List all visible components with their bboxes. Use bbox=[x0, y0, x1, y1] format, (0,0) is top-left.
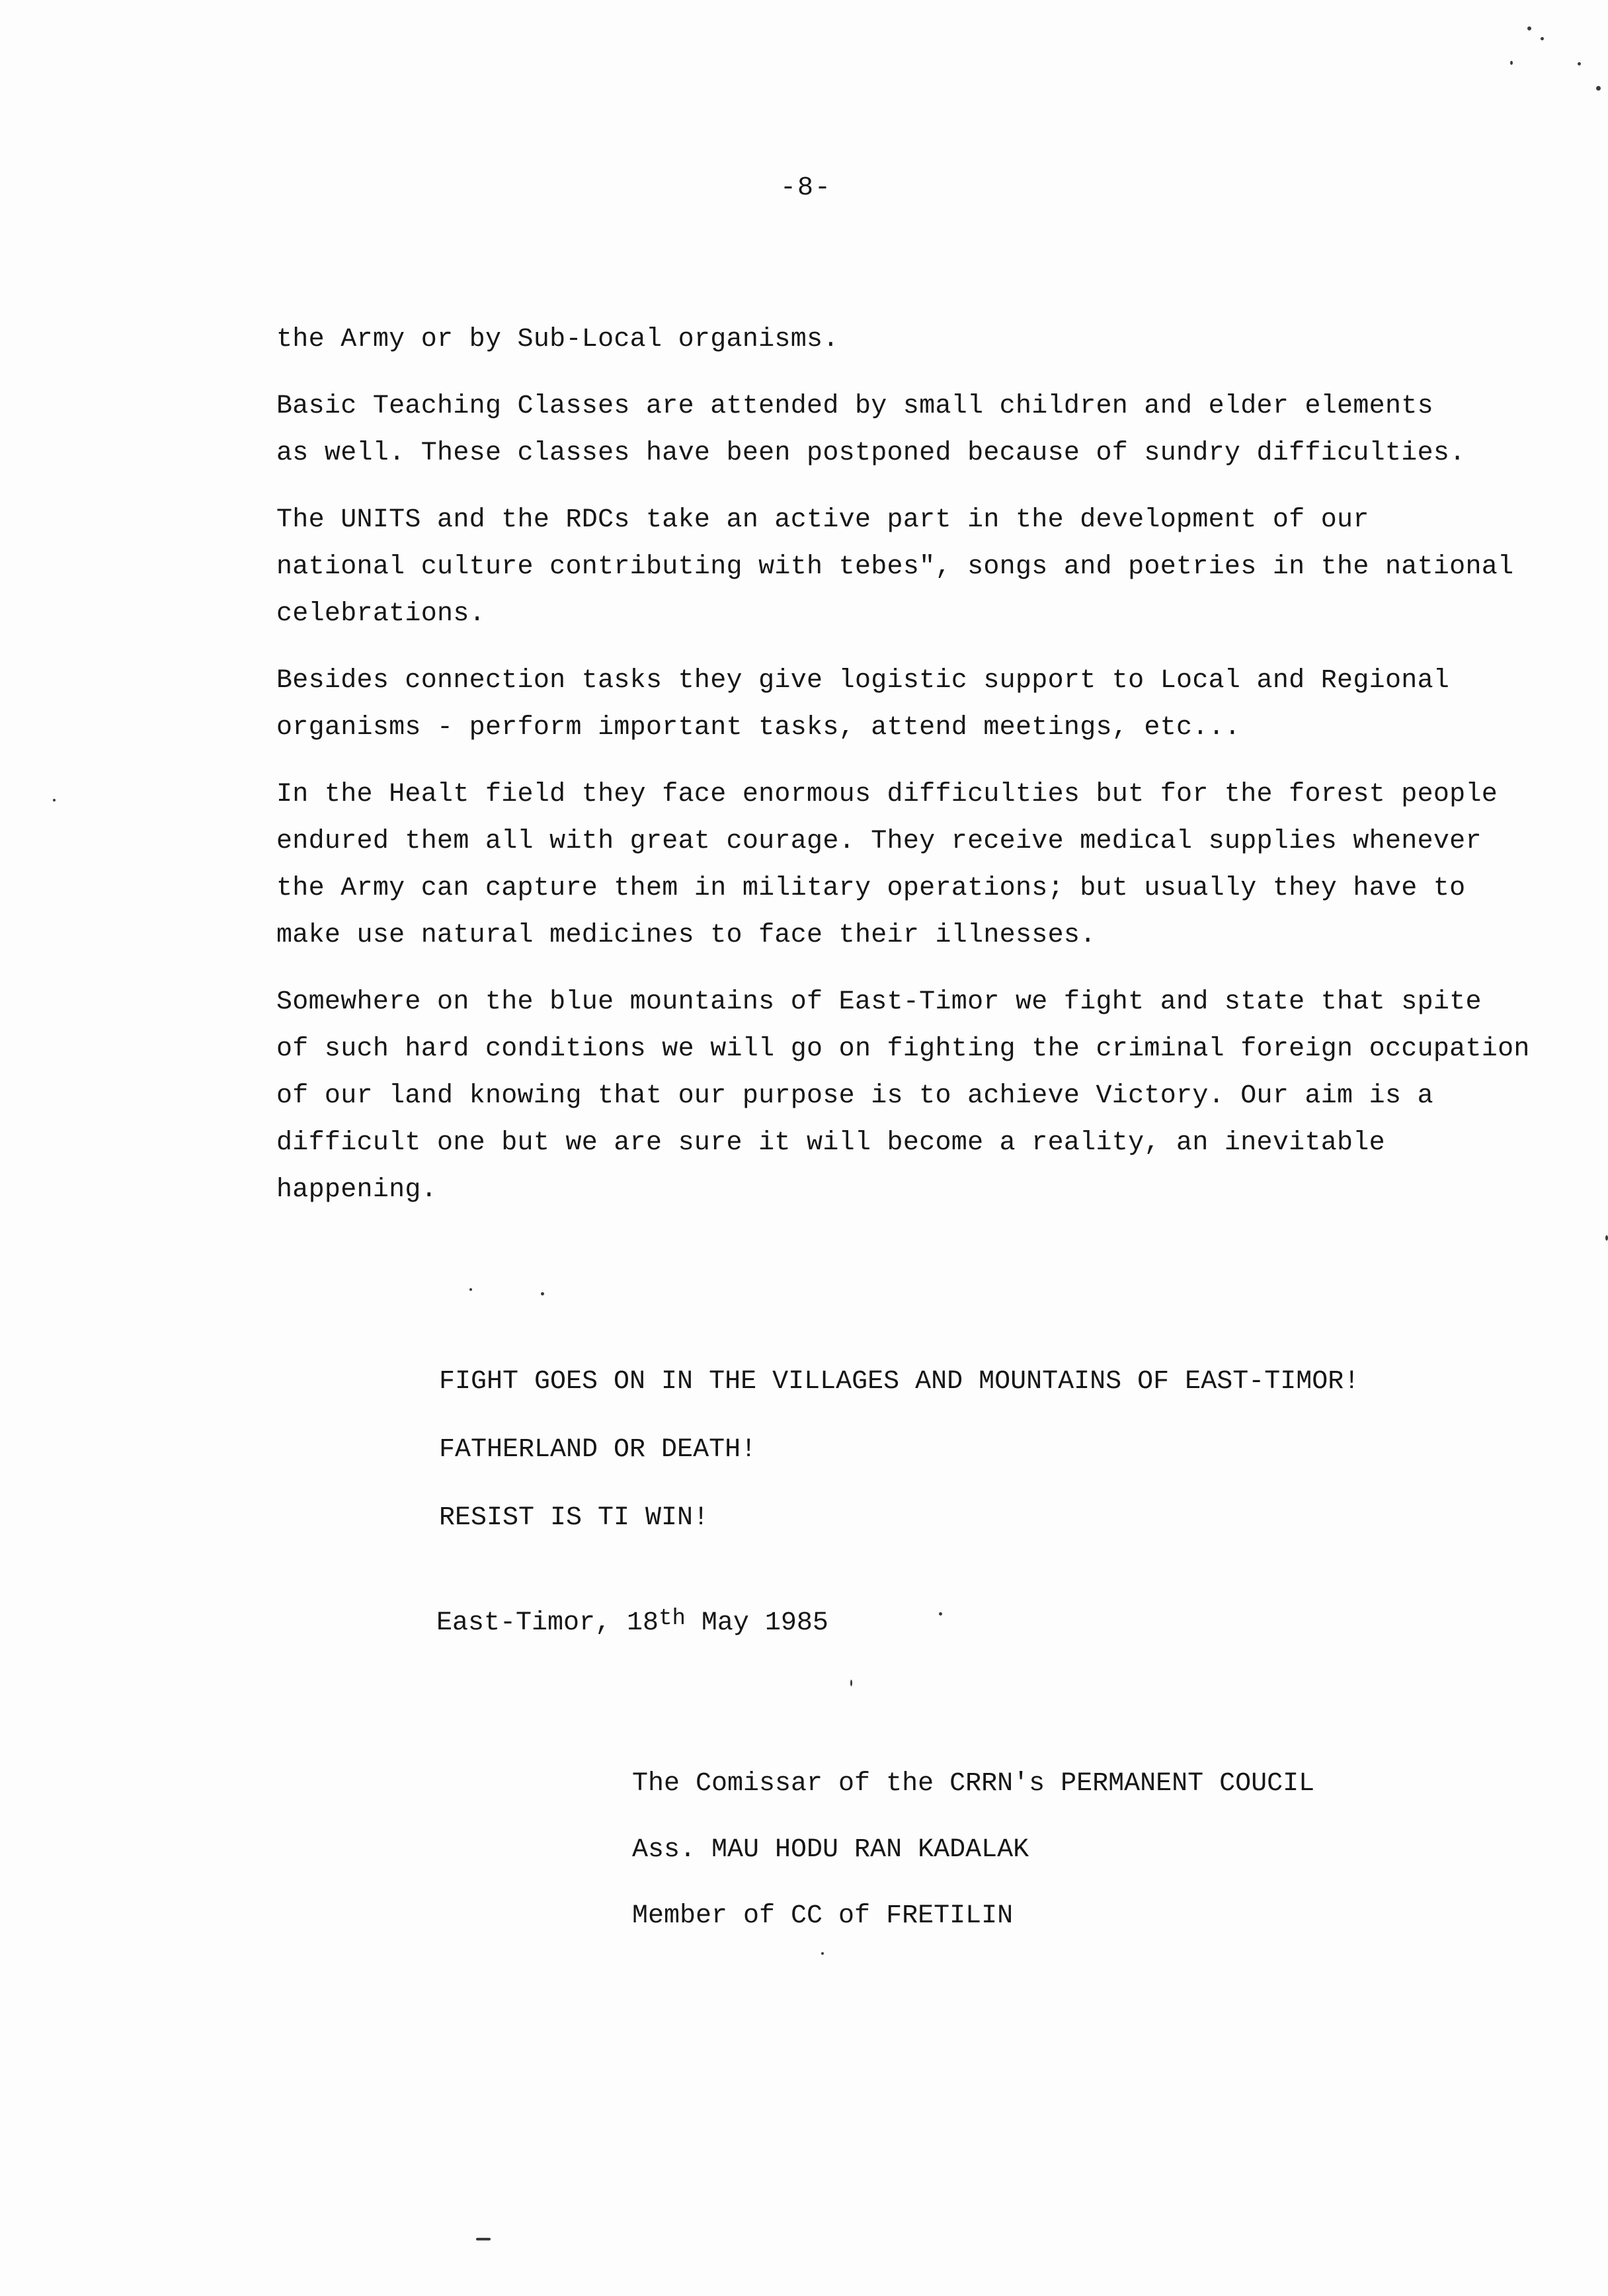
scan-speck bbox=[1527, 26, 1531, 30]
slogan-resist: RESIST IS TI WIN! bbox=[439, 1503, 709, 1533]
signature-membership: Member of CC of FRETILIN bbox=[632, 1901, 1014, 1931]
scan-speck bbox=[476, 2238, 491, 2240]
scan-speck bbox=[939, 1612, 942, 1616]
paragraph-connection-tasks: Besides connection tasks they give logistic support to Local and Regional organisms - perform important tasks, attend meetings, etc... bbox=[276, 666, 1450, 743]
signature-name: Ass. MAU HODU RAN KADALAK bbox=[632, 1835, 1029, 1865]
dateline-ordinal: th bbox=[659, 1606, 686, 1631]
dateline bbox=[436, 1608, 828, 1638]
scan-speck bbox=[541, 1292, 544, 1295]
slogan-fatherland-or-death: FATHERLAND OR DEATH! bbox=[439, 1435, 757, 1465]
scan-speck bbox=[1578, 62, 1581, 65]
dateline-month-year: May 1985 bbox=[685, 1608, 828, 1638]
scan-speck bbox=[469, 1288, 472, 1291]
scan-speck bbox=[1605, 1235, 1608, 1241]
slogan-fight-goes-on: FIGHT GOES ON IN THE VILLAGES AND MOUNTAINS OF EAST-TIMOR! bbox=[439, 1367, 1360, 1397]
scan-speck bbox=[1596, 86, 1601, 91]
scan-speck bbox=[53, 799, 56, 801]
paragraph-blue-mountains: Somewhere on the blue mountains of East-Timor we fight and state that spite of such hard conditions we will go on fighting the criminal foreign occupation of our land knowing that our purpose is to achieve Victory. Our aim is a difficult one but we are sure it will become a reality, an inevitable happening. bbox=[276, 987, 1530, 1205]
paragraph-health-field: In the Healt field they face enormous difficulties but for the forest people endured them all with great courage. They receive medical supplies whenever the Army can capture them in military operations; but usually they have to make use natural medicines to face their illnesses. bbox=[276, 780, 1498, 950]
page-number: -8- bbox=[780, 173, 832, 203]
body-text bbox=[276, 316, 1592, 1233]
dateline-place: East-Timor, 18 bbox=[436, 1608, 659, 1638]
scan-speck bbox=[1510, 61, 1513, 65]
paragraph-basic-teaching: Basic Teaching Classes are attended by small children and elder elements as well. These classes have been postponed because of sundry difficulties. bbox=[276, 391, 1466, 468]
signature-block bbox=[632, 1751, 1314, 1949]
paragraph-units-rdcs: The UNITS and the RDCs take an active part in the development of our national culture contributing with tebes", songs and poetries in the national celebrations. bbox=[276, 505, 1514, 629]
scan-speck bbox=[821, 1952, 824, 1955]
scan-speck bbox=[1541, 37, 1544, 40]
signature-title: The Comissar of the CRRN's PERMANENT COUCIL bbox=[632, 1769, 1315, 1799]
paragraph-army-organisms: the Army or by Sub-Local organisms. bbox=[276, 325, 839, 354]
scan-speck bbox=[850, 1680, 852, 1686]
slogans-block bbox=[439, 1348, 1359, 1552]
